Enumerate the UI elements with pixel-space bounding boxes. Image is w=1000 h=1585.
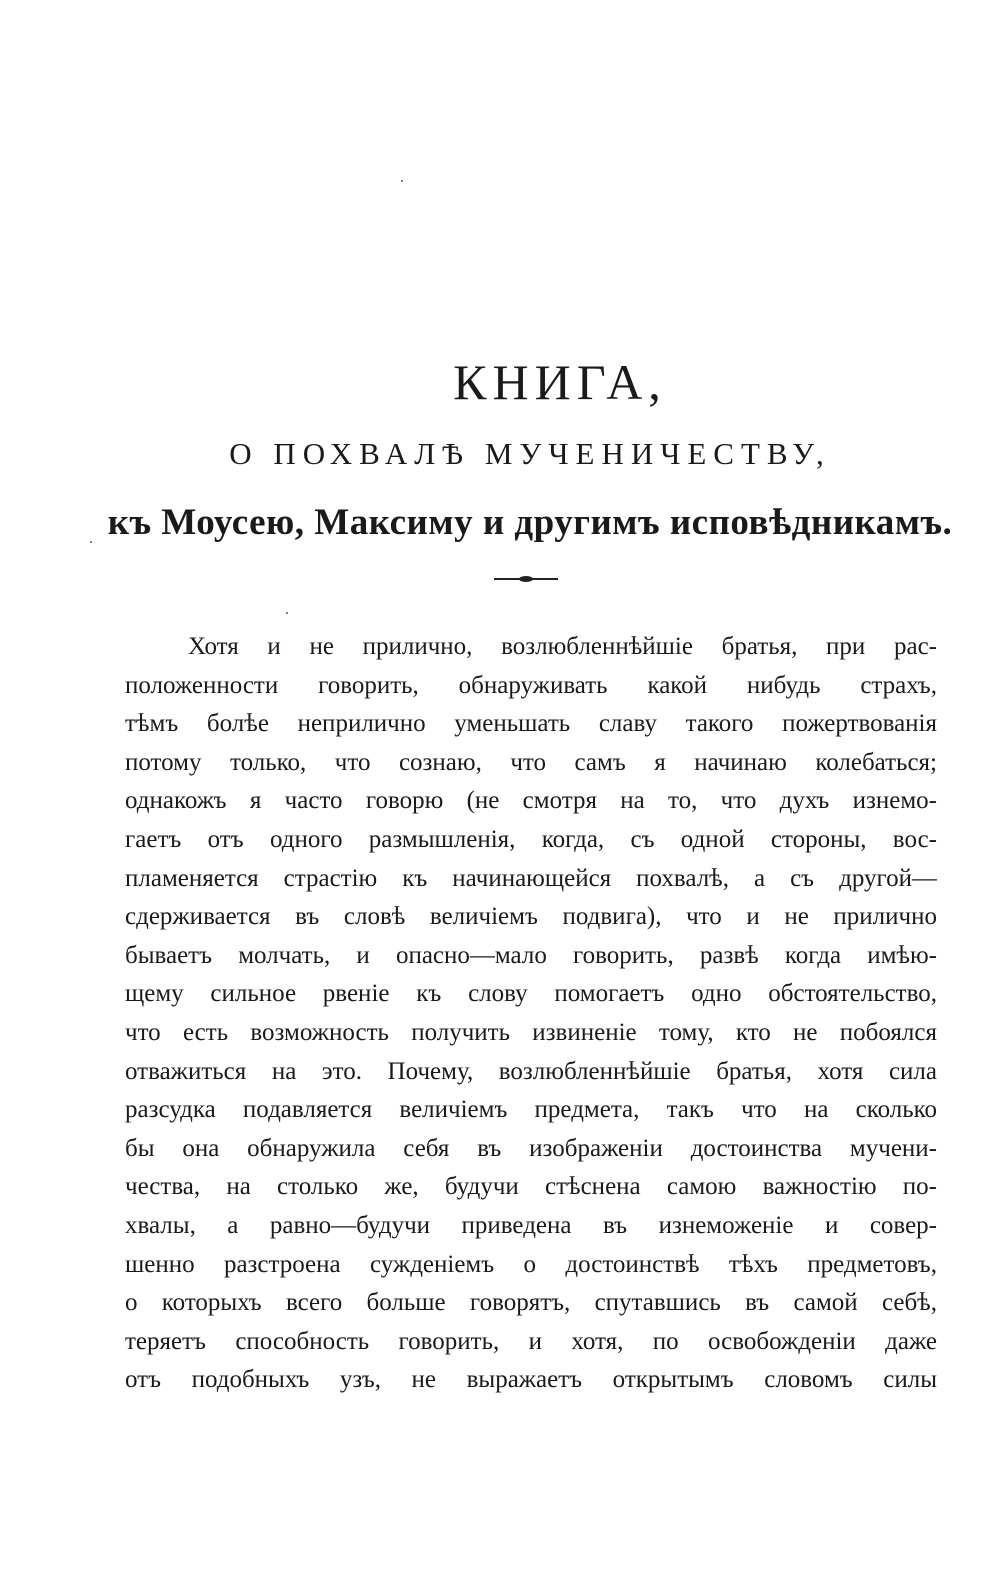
text-line: чества, на столько же, будучи стѣснена самою важностію по- <box>125 1173 937 1201</box>
text-line: однакожъ я часто говорю (не смотря на то, что духъ изнемо- <box>125 787 937 815</box>
page-title: КНИГА, <box>453 354 667 410</box>
text-line: что есть возможность получить извиненіе тому, кто не побоялся <box>125 1018 937 1046</box>
text-line: пламеняется страстію къ начинающейся похвалѣ, а съ другой— <box>125 864 937 892</box>
text-line: разсудка подавляется величіемъ предмета, такъ что на сколько <box>125 1096 937 1124</box>
paper-speck <box>286 612 288 614</box>
text-line: хвалы, а равно—будучи приведена въ изнеможеніе и совер- <box>125 1211 937 1239</box>
paper-speck <box>401 180 403 182</box>
text-line: потому только, что сознаю, что самъ я начинаю колебаться; <box>125 748 937 776</box>
text-line: гаетъ отъ одного размышленія, когда, съ одной стороны, вос- <box>125 825 937 853</box>
body-text <box>125 628 937 1400</box>
text-line: шенно разстроена сужденіемъ о достоинствѣ тѣхъ предметовъ, <box>125 1250 937 1278</box>
page-subtitle: О ПОХВАЛѢ МУЧЕНИЧЕСТВУ, <box>229 436 831 471</box>
paper-speck <box>90 541 92 543</box>
text-line: Хотя и не прилично, возлюбленнѣйшіе братья, при рас- <box>188 633 937 660</box>
text-line: бываетъ молчать, и опасно—мало говорить, развѣ когда имѣю- <box>125 941 937 969</box>
text-line: тѣмъ болѣе неприлично уменьшать славу такого пожертвованія <box>125 710 937 738</box>
divider-ornament <box>519 576 533 582</box>
text-line: о которыхъ всего больше говорятъ, спутавшись въ самой себѣ, <box>125 1289 937 1317</box>
dedication-line: къ Моусею, Максиму и другимъ исповѣдникамъ. <box>107 502 953 543</box>
ornamental-divider <box>494 576 558 582</box>
text-line: сдерживается въ словѣ величіемъ подвига), что и не прилично <box>125 903 937 931</box>
text-line: отважиться на это. Почему, возлюбленнѣйшіе братья, хотя сила <box>125 1057 937 1085</box>
text-line: отъ подобныхъ узъ, не выражаетъ открытымъ словомъ силы <box>125 1366 937 1394</box>
text-line: положенности говорить, обнаруживать какой нибудь страхъ, <box>125 671 937 699</box>
text-line: бы она обнаружила себя въ изображеніи достоинства мучени- <box>125 1134 937 1162</box>
text-line: щему сильное рвеніе къ слову помогаетъ одно обстоятельство, <box>125 980 937 1008</box>
text-line: теряетъ способность говорить, и хотя, по освобожденіи даже <box>125 1327 937 1355</box>
